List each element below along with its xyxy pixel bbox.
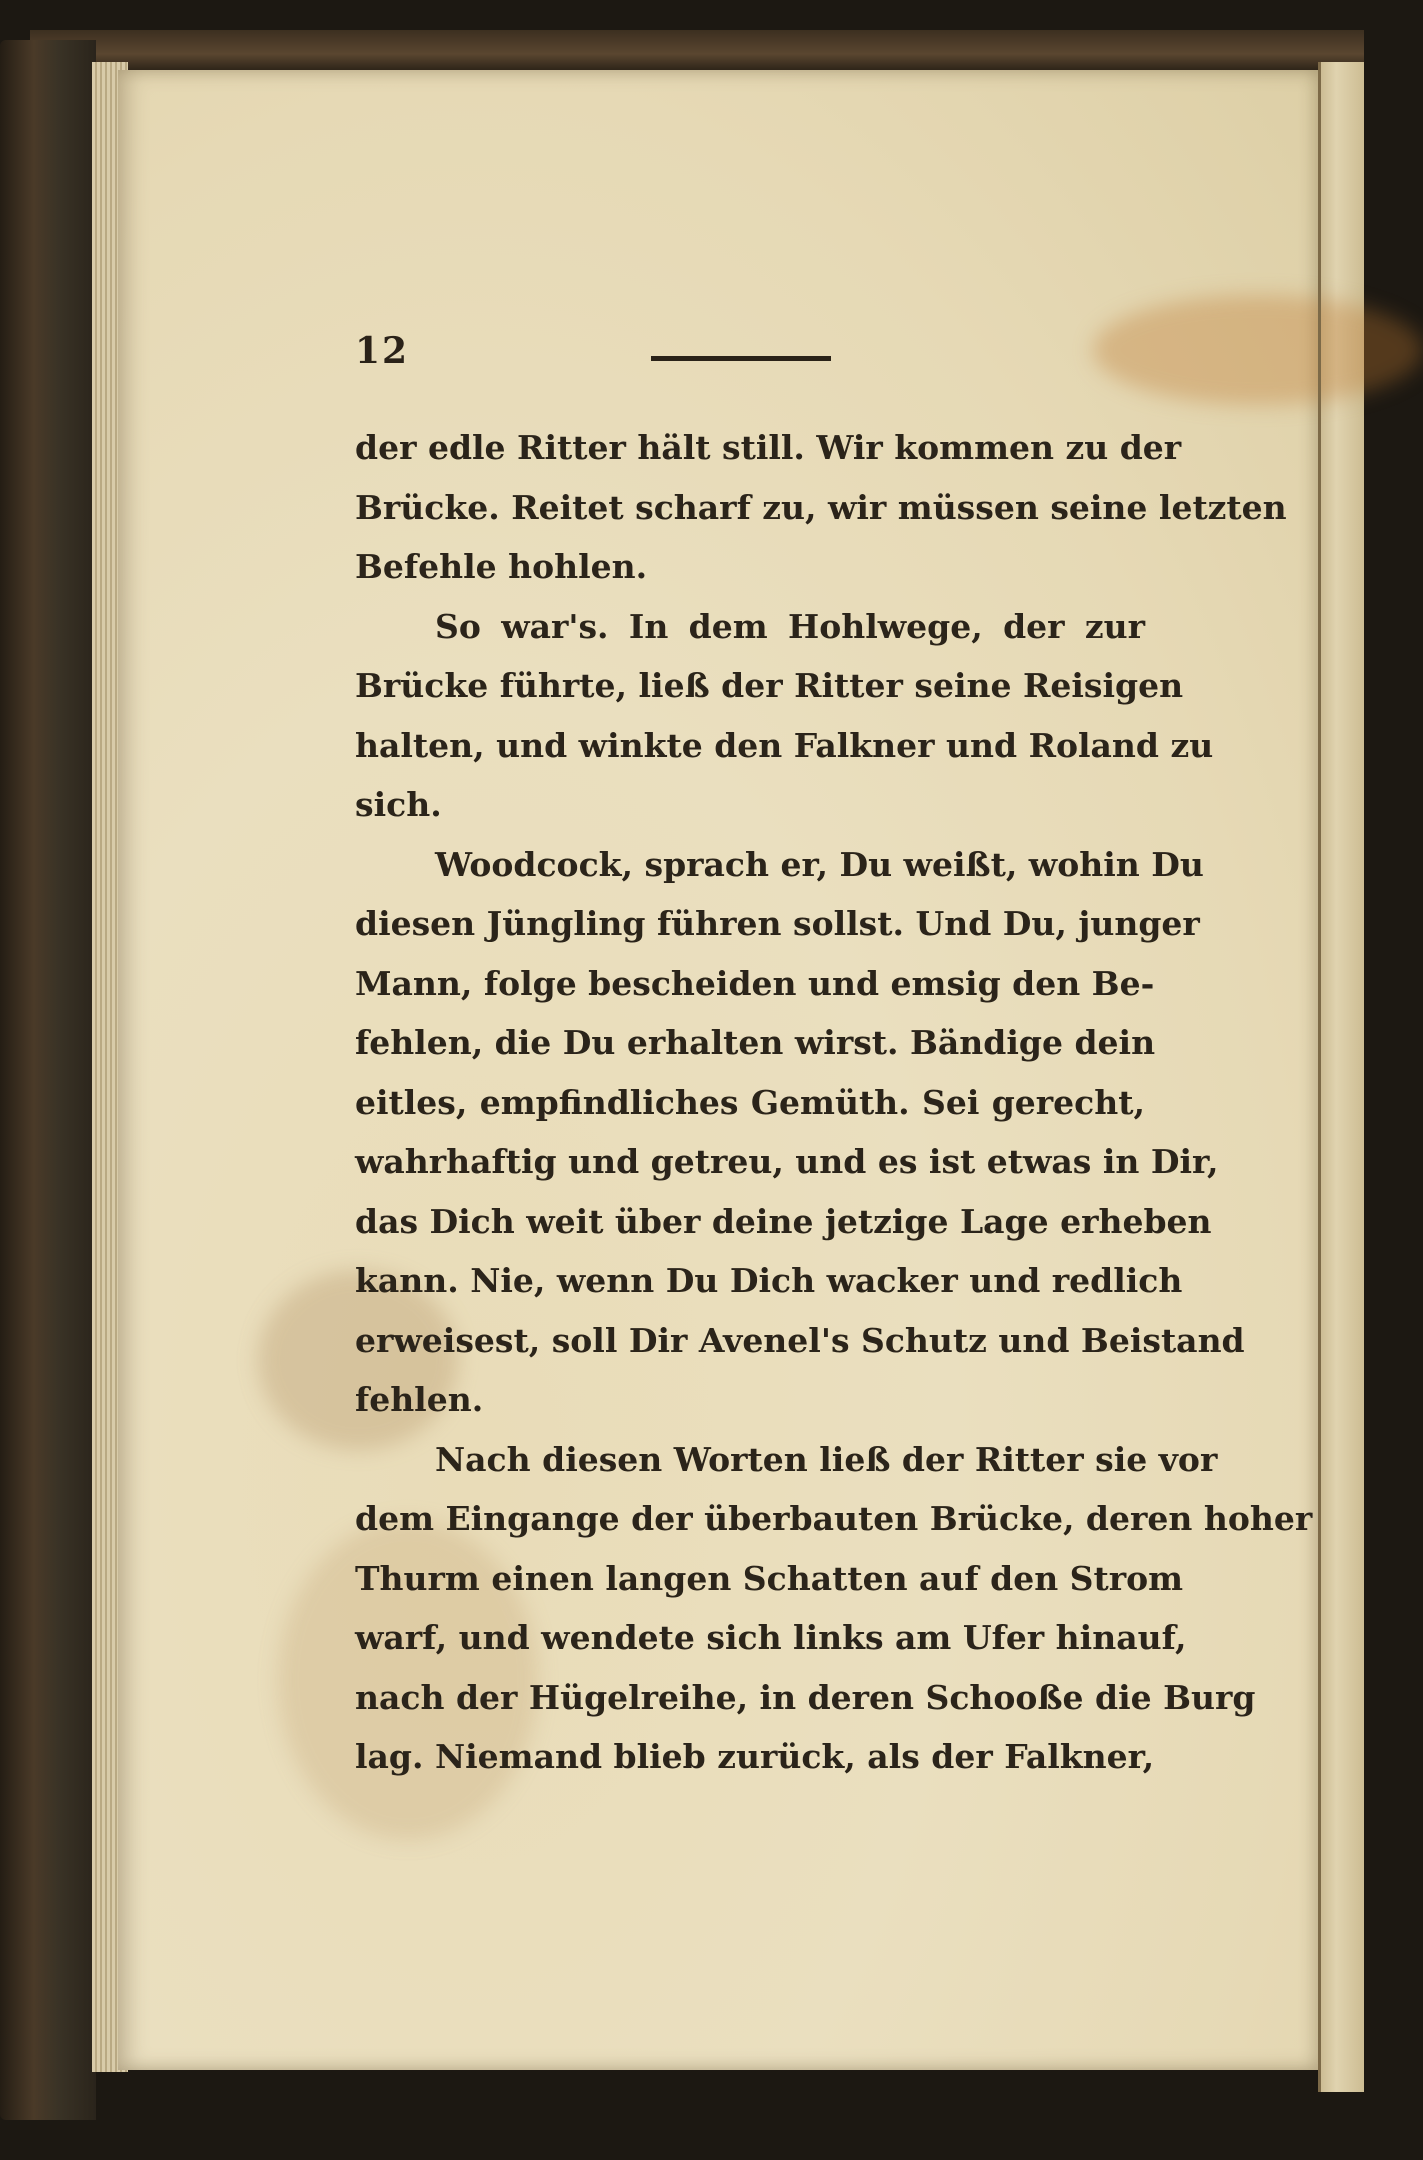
text-line: nach der Hügelreihe, in deren Schooße die Burg xyxy=(355,1677,1256,1717)
text-line: dem Eingange der überbauten Brücke, deren hoher xyxy=(355,1499,1313,1538)
text-line: der edle Ritter hält still. Wir kommen zu der xyxy=(355,428,1182,467)
text-line: diesen Jüngling führen sollst. Und Du, junger xyxy=(355,904,1200,943)
text-line: lag. Niemand blieb zurück, als der Falkner, xyxy=(355,1737,1155,1776)
text-line: Brücke führte, ließ der Ritter seine Reisigen xyxy=(355,666,1184,705)
book-cover-top xyxy=(30,30,1364,70)
gutter-line xyxy=(1318,62,1321,2092)
text-line: warf, und wendete sich links am Ufer hinauf, xyxy=(355,1618,1187,1657)
text-line: Woodcock, sprach er, Du weißt, wohin Du xyxy=(435,844,1204,884)
text-line: das Dich weit über deine jetzige Lage erheben xyxy=(355,1201,1212,1241)
text-line: Mann, folge bescheiden und emsig den Be- xyxy=(355,963,1155,1003)
text-line: Nach diesen Worten ließ der Ritter sie vor xyxy=(435,1439,1218,1479)
text-line: kann. Nie, wenn Du Dich wacker und redlich xyxy=(355,1261,1183,1300)
text-line: So war's. In dem Hohlwege, der zur xyxy=(435,606,1145,646)
page-number: 12 xyxy=(355,330,410,372)
text-line: fehlen. xyxy=(355,1380,484,1419)
text-line: erweisest, soll Dir Avenel's Schutz und Beistand xyxy=(355,1320,1245,1360)
body-text xyxy=(355,418,1313,1787)
header-rule xyxy=(651,356,831,361)
book-cover-left xyxy=(0,40,96,2120)
text-line: Thurm einen langen Schatten auf den Strom xyxy=(355,1558,1184,1598)
text-line: eitles, empfindliches Gemüth. Sei gerecht, xyxy=(355,1082,1145,1122)
text-line: Befehle hohlen. xyxy=(355,547,648,586)
text-line: fehlen, die Du erhalten wirst. Bändige dein xyxy=(355,1023,1156,1062)
text-line: sich. xyxy=(355,785,442,824)
text-line: wahrhaftig und getreu, und es ist etwas in Dir, xyxy=(355,1142,1219,1181)
text-line: halten, und winkte den Falkner und Roland zu xyxy=(355,725,1214,765)
page-header xyxy=(355,330,1155,380)
text-line: Brücke. Reitet scharf zu, wir müssen seine letzten xyxy=(355,487,1287,527)
